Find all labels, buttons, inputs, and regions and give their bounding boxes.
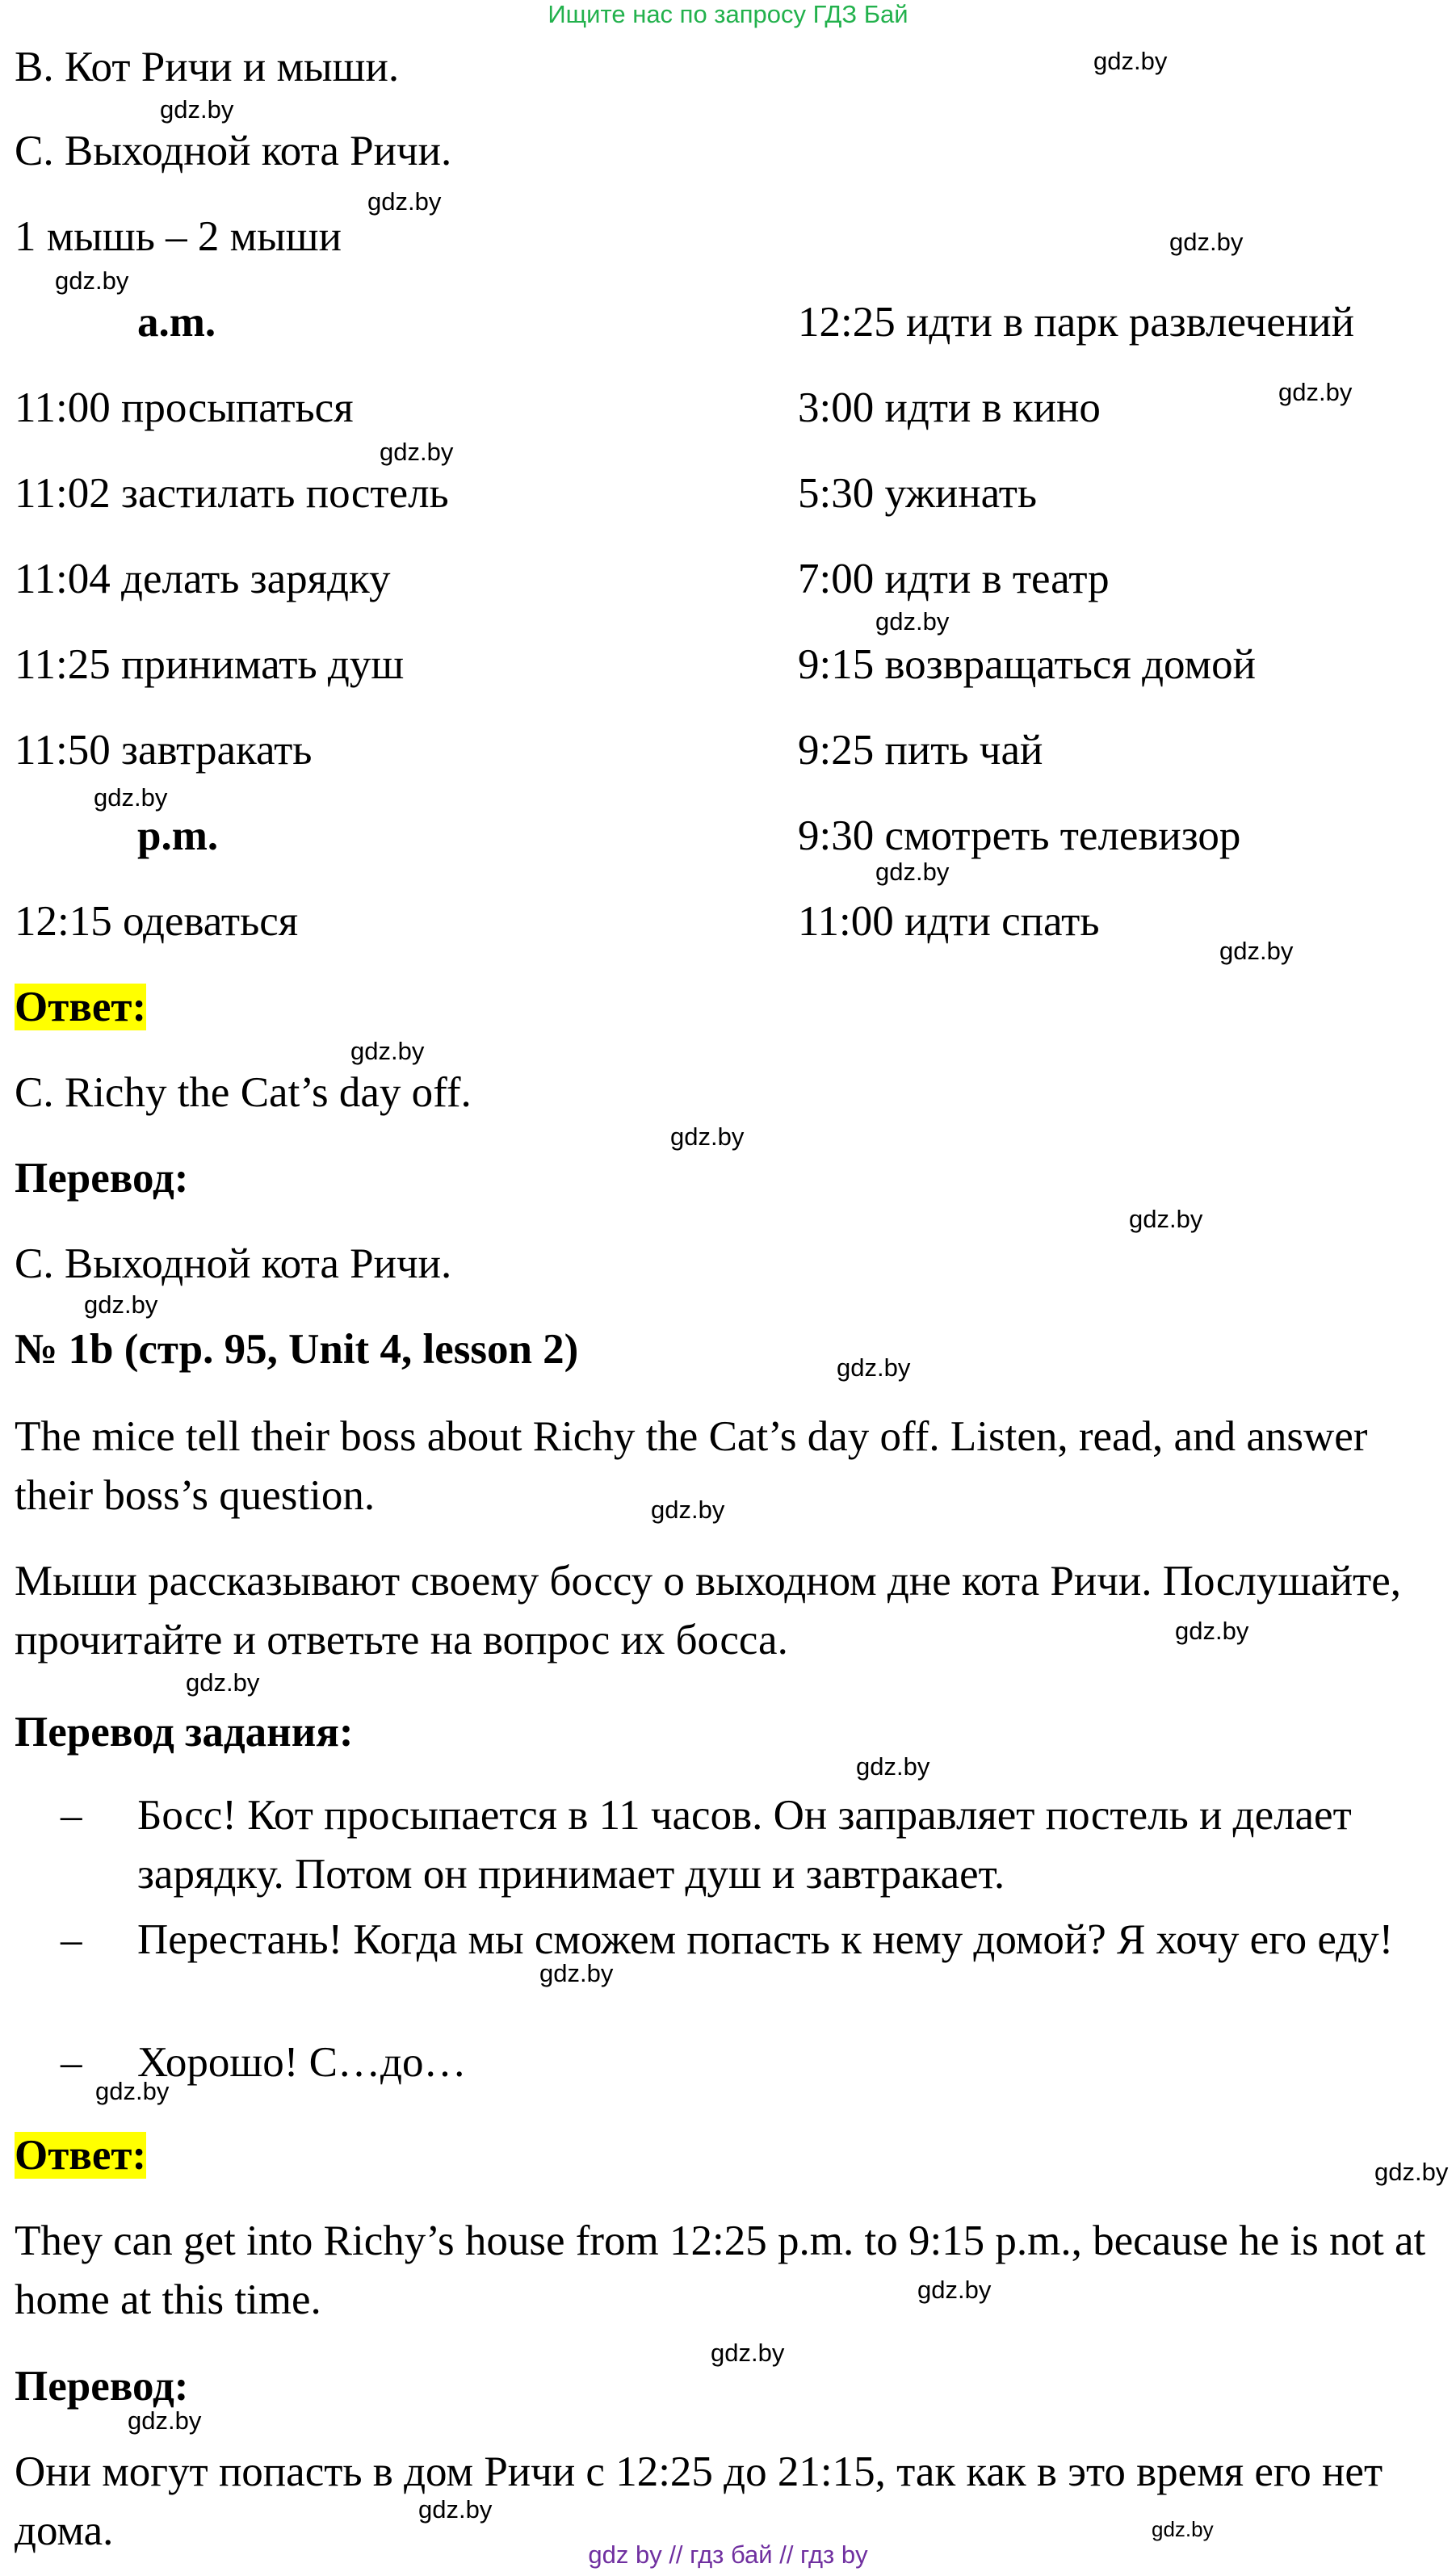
translation-text: Они могут попасть в дом Ричи с 12:25 до 21:15, так как в это время его нет дома.: [15, 2448, 1383, 2554]
dash-marker: –: [61, 1792, 82, 1839]
translation-label: Перевод:: [15, 1155, 189, 1202]
dash-marker: –: [61, 1916, 82, 1963]
watermark: gdz.by: [55, 266, 129, 295]
translation-text: C. Выходной кота Ричи.: [15, 1240, 452, 1287]
schedule-right-item: 9:15 возвращаться домой: [798, 641, 1256, 688]
translation-label: Перевод:: [15, 2363, 189, 2410]
watermark: gdz.by: [711, 2339, 785, 2367]
answer-label-text: Ответ:: [15, 984, 147, 1030]
plural-note: 1 мышь – 2 мыши: [15, 213, 342, 260]
watermark: gdz.by: [1093, 47, 1168, 75]
watermark: gdz.by: [160, 95, 234, 124]
schedule-right-item: 7:00 идти в театр: [798, 556, 1110, 602]
watermark: gdz.by: [94, 783, 168, 812]
pm-label: p.m.: [137, 812, 219, 859]
schedule-left-item: 12:15 одеваться: [15, 898, 299, 945]
watermark: gdz.by: [875, 858, 950, 886]
watermark: gdz.by: [1169, 228, 1244, 256]
footer-links[interactable]: gdz by // гдз бай // гдз by: [588, 2540, 868, 2569]
watermark: gdz.by: [128, 2406, 202, 2435]
schedule-left-item: 11:00 просыпаться: [15, 384, 354, 431]
watermark: gdz.by: [1219, 937, 1294, 965]
dialogue-line: [61, 1786, 1446, 1904]
watermark: gdz.by: [84, 1290, 158, 1319]
answer-text: C. Richy the Cat’s day off.: [15, 1069, 472, 1116]
watermark: gdz.by: [856, 1752, 930, 1781]
answer-label: [15, 2127, 146, 2184]
am-label: a.m.: [137, 299, 216, 346]
schedule-right-item: 9:25 пить чай: [798, 727, 1043, 774]
watermark: gdz.by: [1152, 2517, 1214, 2541]
watermark: gdz.by: [1374, 2158, 1449, 2186]
watermark: gdz.by: [670, 1122, 745, 1151]
watermark: gdz.by: [651, 1496, 725, 1524]
schedule-left-item: 11:04 делать зарядку: [15, 556, 391, 602]
task-translation-label: Перевод задания:: [15, 1709, 354, 1756]
watermark: gdz.by: [367, 187, 442, 216]
watermark: gdz.by: [380, 438, 454, 466]
answer-label: [15, 979, 146, 1035]
schedule-right-item: 3:00 идти в кино: [798, 384, 1101, 431]
watermark: gdz.by: [186, 1668, 260, 1697]
watermark: gdz.by: [418, 2495, 493, 2524]
schedule-left-item: 11:02 застилать постель: [15, 470, 449, 517]
option-b: B. Кот Ричи и мыши.: [15, 44, 400, 90]
watermark: gdz.by: [350, 1037, 425, 1065]
schedule-right-item: 5:30 ужинать: [798, 470, 1038, 517]
watermark: gdz.by: [1129, 1205, 1203, 1233]
schedule-left-item: 11:25 принимать душ: [15, 641, 405, 688]
watermark: gdz.by: [1175, 1617, 1249, 1645]
task-instruction-en: The mice tell their boss about Richy the Cat’s day off. Listen, read, and answer their boss’s question.: [15, 1413, 1368, 1519]
task-instruction-ru: Мыши рассказывают своему боссу о выходном дне кота Ричи. Послушайте, прочитайте и ответьте на вопрос их босса.: [15, 1558, 1401, 1663]
watermark: gdz.by: [875, 607, 950, 636]
schedule-right-item: 12:25 идти в парк развлечений: [798, 299, 1354, 346]
dash-marker: –: [61, 2039, 82, 2086]
watermark: gdz.by: [1278, 378, 1353, 406]
watermark: gdz.by: [539, 1959, 614, 1987]
dialogue-text: Хорошо! С…до…: [137, 2039, 467, 2086]
watermark: gdz.by: [837, 1353, 911, 1382]
watermark: gdz.by: [917, 2276, 992, 2304]
schedule-left-item: 11:50 завтракать: [15, 727, 313, 774]
answer-label-text: Ответ:: [15, 2132, 147, 2179]
task-title: № 1b (стр. 95, Unit 4, lesson 2): [15, 1326, 579, 1373]
answer-text: They can get into Richy’s house from 12:25 p.m. to 9:15 p.m., because he is not at home at this time.: [15, 2217, 1426, 2323]
dialogue-text: Босс! Кот просыпается в 11 часов. Он заправляет постель и делает зарядку. Потом он принимает душ и завтракает.: [137, 1792, 1352, 1898]
schedule-right-item: 11:00 идти спать: [798, 898, 1100, 945]
search-hint: Ищите нас по запросу ГДЗ Бай: [548, 0, 908, 28]
dialogue-text: Перестань! Когда мы сможем попасть к нему домой? Я хочу его еду!: [137, 1916, 1394, 1963]
option-c: C. Выходной кота Ричи.: [15, 128, 452, 174]
dialogue-line: [61, 1911, 1446, 1970]
schedule-right-item: 9:30 смотреть телевизор: [798, 812, 1241, 859]
watermark: gdz.by: [95, 2077, 170, 2105]
